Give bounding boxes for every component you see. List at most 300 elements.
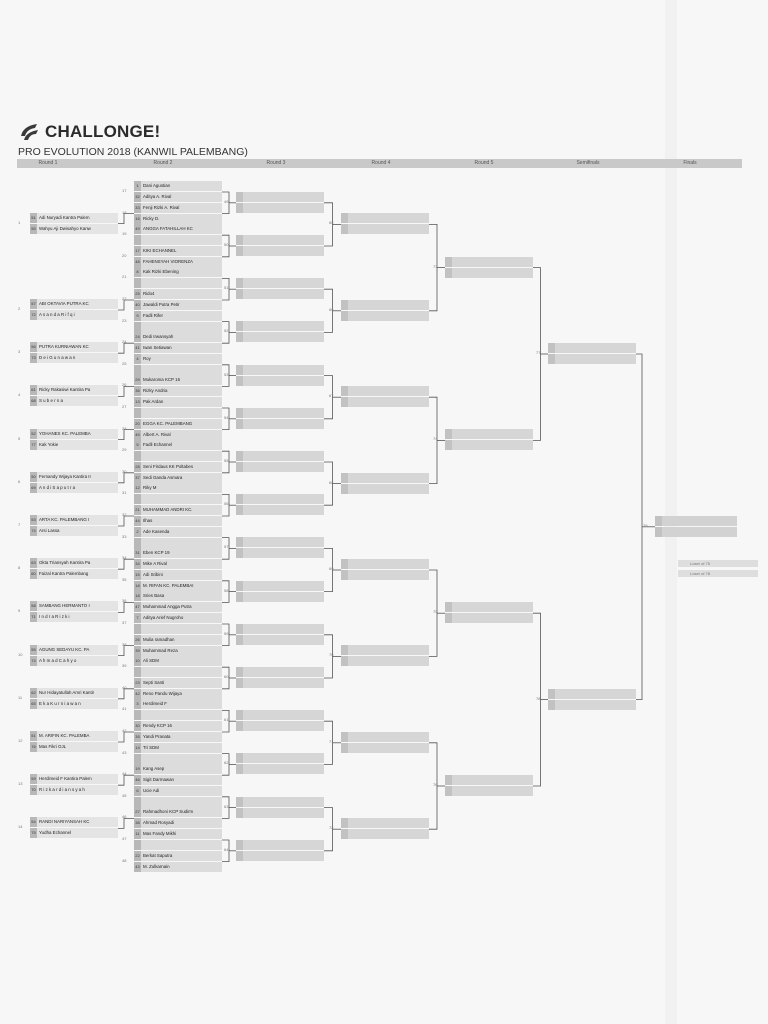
match[interactable] [18, 817, 118, 839]
participant-name: Mas Fandy Mikhi [143, 831, 177, 836]
participant-name: FAHENSYAH VIORENZA [143, 258, 193, 264]
participant-slot[interactable] [134, 300, 222, 310]
seed-badge [134, 365, 141, 375]
participant-name: Eben KCP 19 [143, 550, 170, 556]
seed-badge: 20 [134, 419, 141, 429]
participant-slot[interactable] [134, 419, 222, 429]
participant-slot[interactable] [341, 386, 429, 396]
participant-slot[interactable] [134, 754, 222, 764]
match[interactable] [122, 527, 222, 549]
seed-badge: 44 [134, 516, 141, 526]
participant-slot[interactable] [134, 224, 222, 234]
participant-slot[interactable] [30, 342, 118, 352]
participant-slot[interactable] [134, 343, 222, 353]
match[interactable] [224, 278, 324, 300]
participant-slot[interactable] [30, 699, 118, 709]
participant-slot[interactable] [134, 311, 222, 321]
match-number: 38 [122, 641, 127, 647]
match[interactable] [122, 375, 222, 397]
participant-slot[interactable] [236, 678, 324, 688]
participant-slot[interactable] [341, 743, 429, 753]
match[interactable] [122, 635, 222, 657]
participant-slot[interactable] [341, 224, 429, 234]
participant-slot[interactable] [134, 807, 222, 817]
match[interactable] [18, 731, 118, 753]
participant-slot[interactable] [134, 257, 222, 267]
seed-badge [445, 602, 452, 612]
match[interactable] [122, 548, 222, 570]
participant-slot[interactable] [236, 365, 324, 375]
seed-badge: 72 [30, 310, 37, 320]
participant-slot[interactable] [134, 678, 222, 688]
participant-slot[interactable] [236, 753, 324, 763]
match[interactable] [122, 332, 222, 354]
participant-name: AGUNG SEDAYU KC. PA [39, 646, 90, 652]
round-header-7: Finals [683, 160, 697, 166]
match[interactable] [122, 764, 222, 786]
participant-slot[interactable] [30, 774, 118, 784]
seed-badge: 32 [134, 192, 141, 202]
match[interactable] [122, 440, 222, 462]
match[interactable] [122, 721, 222, 743]
participant-slot[interactable] [30, 731, 118, 741]
match[interactable] [18, 213, 118, 235]
participant-slot[interactable] [30, 515, 118, 525]
participant-slot[interactable] [134, 732, 222, 742]
match[interactable] [122, 224, 222, 246]
seed-badge [236, 462, 243, 472]
participant-slot[interactable] [445, 440, 533, 450]
match[interactable] [122, 505, 222, 527]
participant-slot[interactable] [134, 430, 222, 440]
participant-slot[interactable] [236, 203, 324, 213]
seed-badge [236, 278, 243, 288]
participant-slot[interactable] [134, 505, 222, 515]
participant-name: Herdimeid F Kantira Palem [39, 776, 92, 782]
match[interactable] [18, 645, 118, 667]
match[interactable] [122, 570, 222, 592]
participant-slot[interactable] [134, 462, 222, 472]
seed-badge: 74 [30, 526, 37, 536]
participant-name: Septi Santi [143, 679, 165, 685]
match-number: 78 [536, 695, 541, 701]
bracket-connector [118, 775, 134, 785]
participant-slot[interactable] [134, 656, 222, 666]
match[interactable] [329, 386, 429, 408]
participant-slot[interactable] [236, 494, 324, 504]
match[interactable] [329, 473, 429, 495]
participant-slot[interactable] [134, 375, 222, 385]
participant-slot[interactable] [30, 440, 118, 450]
match[interactable] [122, 397, 222, 419]
participant-slot[interactable] [134, 743, 222, 753]
brand-title: CHALLONGE! [45, 122, 161, 141]
participant-slot[interactable] [236, 246, 324, 256]
match[interactable] [122, 289, 222, 311]
match[interactable] [433, 602, 533, 624]
participant-slot[interactable] [30, 299, 118, 309]
seed-badge [548, 689, 555, 699]
seed-badge: 50 [30, 472, 37, 482]
participant-slot[interactable] [341, 484, 429, 494]
participant-slot[interactable] [134, 591, 222, 601]
participant-slot[interactable] [134, 332, 222, 342]
participant-slot[interactable] [548, 343, 636, 353]
participant-name: Riky M [143, 485, 157, 491]
final-match[interactable] [643, 516, 743, 538]
match[interactable] [536, 343, 636, 365]
participant-slot[interactable] [134, 829, 222, 839]
match[interactable] [18, 558, 118, 580]
match[interactable] [224, 537, 324, 559]
match[interactable] [329, 645, 429, 667]
participant-name: M. RIFAN KC. PALEMBAI [143, 582, 194, 588]
participant-slot[interactable] [134, 764, 222, 774]
participant-slot[interactable] [236, 851, 324, 861]
participant-slot[interactable] [341, 473, 429, 483]
participant-slot[interactable] [30, 396, 118, 406]
match[interactable] [329, 818, 429, 840]
participant-slot[interactable] [134, 851, 222, 861]
participant-slot[interactable] [134, 289, 222, 299]
participant-slot[interactable] [236, 537, 324, 547]
participant-slot[interactable] [134, 581, 222, 591]
participant-slot[interactable] [134, 181, 222, 191]
participant-slot[interactable] [134, 246, 222, 256]
participant-slot[interactable] [30, 569, 118, 579]
match-number: 64 [224, 846, 229, 852]
participant-slot[interactable] [236, 721, 324, 731]
participant-name: YOHANES KC. PALEMBA [39, 430, 91, 436]
match[interactable] [122, 354, 222, 376]
bracket-connector [118, 818, 134, 828]
participant-slot[interactable] [445, 429, 533, 439]
participant-slot[interactable] [134, 278, 222, 288]
match[interactable] [18, 774, 118, 796]
participant-slot[interactable] [134, 548, 222, 558]
seed-badge: 39 [134, 646, 141, 656]
match[interactable] [536, 689, 636, 711]
match[interactable] [122, 656, 222, 678]
bracket-connector [118, 473, 134, 483]
match[interactable] [18, 299, 118, 321]
seed-badge [236, 635, 243, 645]
participant-slot[interactable] [134, 624, 222, 634]
participant-slot[interactable] [30, 612, 118, 622]
participant-slot[interactable] [30, 526, 118, 536]
participant-slot[interactable] [134, 862, 222, 872]
match[interactable] [224, 624, 324, 646]
participant-slot[interactable] [134, 689, 222, 699]
match[interactable] [329, 732, 429, 754]
match[interactable] [122, 743, 222, 765]
seed-badge: 55 [30, 645, 37, 655]
seed-badge: 60 [30, 569, 37, 579]
match-number: 53 [224, 371, 229, 377]
participant-slot[interactable] [30, 601, 118, 611]
participant-name: ARTA KC. PALEMBANG I [39, 517, 90, 522]
participant-slot[interactable] [236, 321, 324, 331]
match[interactable] [329, 213, 429, 235]
participant-slot[interactable] [134, 494, 222, 504]
participant-slot[interactable] [134, 818, 222, 828]
participant-slot[interactable] [30, 224, 118, 234]
participant-name: Ali SDM [143, 658, 159, 664]
match-number: 19 [122, 231, 127, 237]
participant-name: ABI OKTAVIA PUTRA KC [39, 301, 89, 306]
participant-slot[interactable] [445, 602, 533, 612]
match-number: 59 [224, 630, 229, 636]
participant-slot[interactable] [30, 688, 118, 698]
participant-slot[interactable] [236, 462, 324, 472]
match[interactable] [122, 699, 222, 721]
participant-slot[interactable] [134, 473, 222, 483]
participant-slot[interactable] [236, 376, 324, 386]
participant-slot[interactable] [134, 192, 222, 202]
participant-slot[interactable] [30, 429, 118, 439]
match[interactable] [122, 807, 222, 829]
participant-slot[interactable] [236, 581, 324, 591]
match[interactable] [224, 667, 324, 689]
match-number: 67 [329, 393, 334, 399]
match[interactable] [224, 235, 324, 257]
participant-slot[interactable] [236, 505, 324, 515]
participant-slot[interactable] [134, 483, 222, 493]
participant-slot[interactable] [134, 646, 222, 656]
participant-slot[interactable] [548, 354, 636, 364]
participant-slot[interactable] [30, 385, 118, 395]
match-number: 31 [122, 490, 127, 496]
participant-slot[interactable] [236, 840, 324, 850]
participant-slot[interactable] [30, 558, 118, 568]
match[interactable] [329, 559, 429, 581]
match[interactable] [122, 851, 222, 873]
participant-slot[interactable] [341, 829, 429, 839]
seed-badge: 15 [134, 570, 141, 580]
participant-slot[interactable] [134, 267, 222, 277]
participant-slot[interactable] [341, 559, 429, 569]
participant-slot[interactable] [236, 624, 324, 634]
participant-slot[interactable] [236, 764, 324, 774]
participant-slot[interactable] [30, 645, 118, 655]
participant-slot[interactable] [236, 667, 324, 677]
participant-slot[interactable] [236, 419, 324, 429]
participant-slot[interactable] [134, 699, 222, 709]
match[interactable] [224, 365, 324, 387]
participant-slot[interactable] [341, 213, 429, 223]
participant-slot[interactable] [341, 818, 429, 828]
participant-slot[interactable] [134, 451, 222, 461]
match[interactable] [18, 472, 118, 494]
seed-badge [236, 494, 243, 504]
match-number: 47 [122, 836, 127, 841]
participant-slot[interactable] [548, 700, 636, 710]
match[interactable] [18, 601, 118, 623]
participant-slot[interactable] [236, 797, 324, 807]
participant-slot[interactable] [134, 786, 222, 796]
participant-slot[interactable] [134, 570, 222, 580]
match[interactable] [224, 451, 324, 473]
seed-badge: 31 [134, 548, 141, 558]
participant-slot[interactable] [134, 840, 222, 850]
seed-badge [134, 322, 141, 332]
participant-slot[interactable] [134, 775, 222, 785]
participant-slot[interactable] [445, 613, 533, 623]
participant-slot[interactable] [30, 828, 118, 838]
participant-slot[interactable] [134, 797, 222, 807]
participant-name: M. ARIFIN KC. PALEMBA [39, 733, 90, 738]
participant-slot[interactable] [30, 213, 118, 223]
seed-badge [236, 678, 243, 688]
seed-badge: 2 [134, 527, 141, 537]
participant-slot[interactable] [134, 322, 222, 332]
participant-name: Ilhas [143, 518, 153, 523]
match[interactable] [224, 797, 324, 819]
match-number: 71 [329, 738, 334, 744]
match[interactable] [433, 257, 533, 279]
seed-badge [341, 484, 348, 494]
participant-slot[interactable] [236, 289, 324, 299]
participant-slot[interactable] [30, 310, 118, 320]
participant-slot[interactable] [134, 721, 222, 731]
match[interactable] [122, 462, 222, 484]
participant-slot[interactable] [134, 203, 222, 213]
match[interactable] [122, 591, 222, 613]
participant-slot[interactable] [341, 311, 429, 321]
participant-slot[interactable] [236, 592, 324, 602]
participant-slot[interactable] [30, 742, 118, 752]
match[interactable] [224, 192, 324, 214]
participant-slot[interactable] [30, 656, 118, 666]
match[interactable] [122, 829, 222, 851]
match-number: 73 [433, 263, 438, 269]
match[interactable] [18, 515, 118, 537]
match[interactable] [433, 775, 533, 797]
match[interactable] [122, 203, 222, 225]
participant-slot[interactable] [341, 570, 429, 580]
match[interactable] [224, 753, 324, 775]
participant-slot[interactable] [341, 397, 429, 407]
match[interactable] [122, 786, 222, 808]
match[interactable] [122, 483, 222, 505]
seed-badge [236, 376, 243, 386]
participant-slot[interactable] [236, 332, 324, 342]
participant-slot[interactable] [134, 667, 222, 677]
seed-badge [341, 559, 348, 569]
match-number: 57 [224, 544, 229, 550]
participant-slot[interactable] [236, 278, 324, 288]
participant-name: EGGA KC. PALEMBANG [143, 420, 193, 426]
participant-slot[interactable] [445, 268, 533, 278]
match[interactable] [224, 710, 324, 732]
participant-slot[interactable] [30, 353, 118, 363]
participant-slot[interactable] [548, 689, 636, 699]
match[interactable] [18, 429, 118, 451]
seed-badge: 43 [134, 862, 141, 872]
match[interactable] [18, 385, 118, 407]
seed-badge [655, 516, 662, 526]
participant-slot[interactable] [445, 786, 533, 796]
participant-slot[interactable] [134, 354, 222, 364]
match[interactable] [224, 840, 324, 862]
match[interactable] [122, 678, 222, 700]
participant-slot[interactable] [341, 732, 429, 742]
participant-slot[interactable] [341, 300, 429, 310]
participant-slot[interactable] [30, 817, 118, 827]
match[interactable] [224, 494, 324, 516]
seed-badge [134, 494, 141, 504]
participant-slot[interactable] [30, 483, 118, 493]
participant-slot[interactable] [445, 257, 533, 267]
participant-slot[interactable] [236, 808, 324, 818]
participant-name: Kang Asep [143, 766, 165, 772]
participant-slot[interactable] [341, 656, 429, 666]
match[interactable] [224, 581, 324, 603]
match[interactable] [224, 321, 324, 343]
participant-slot[interactable] [236, 635, 324, 645]
participant-slot[interactable] [655, 516, 737, 526]
participant-slot[interactable] [134, 440, 222, 450]
seed-badge [236, 624, 243, 634]
match[interactable] [122, 311, 222, 333]
participant-slot[interactable] [341, 645, 429, 655]
participant-slot[interactable] [134, 365, 222, 375]
participant-slot[interactable] [134, 516, 222, 526]
participant-slot[interactable] [236, 451, 324, 461]
match[interactable] [122, 267, 222, 289]
participant-slot[interactable] [236, 192, 324, 202]
match-number: 8 [18, 565, 21, 571]
participant-slot[interactable] [134, 602, 222, 612]
match[interactable] [329, 300, 429, 322]
participant-slot[interactable] [30, 785, 118, 795]
seed-badge [236, 721, 243, 731]
participant-slot[interactable] [134, 613, 222, 623]
participant-name: Pak Ardan [143, 399, 164, 404]
participant-slot[interactable] [134, 635, 222, 645]
participant-slot[interactable] [236, 710, 324, 720]
seed-badge: 62 [30, 688, 37, 698]
match-number: 7 [18, 522, 21, 527]
participant-slot[interactable] [134, 408, 222, 418]
match[interactable] [122, 246, 222, 268]
match[interactable] [224, 408, 324, 430]
seed-badge [236, 203, 243, 213]
match[interactable] [122, 613, 222, 635]
participant-slot[interactable] [134, 710, 222, 720]
participant-slot[interactable] [134, 397, 222, 407]
participant-slot[interactable] [236, 235, 324, 245]
match[interactable] [18, 688, 118, 710]
participant-slot[interactable] [134, 559, 222, 569]
participant-slot[interactable] [134, 214, 222, 224]
seed-badge [341, 224, 348, 234]
participant-slot[interactable] [236, 408, 324, 418]
participant-slot[interactable] [445, 775, 533, 785]
seed-badge: 45 [134, 430, 141, 440]
participant-slot[interactable] [30, 472, 118, 482]
participant-slot[interactable] [655, 527, 737, 537]
participant-slot[interactable] [236, 548, 324, 558]
match[interactable] [18, 342, 118, 364]
participant-slot[interactable] [134, 527, 222, 537]
participant-slot[interactable] [134, 235, 222, 245]
match[interactable] [433, 429, 533, 451]
participant-slot[interactable] [134, 386, 222, 396]
match[interactable] [122, 419, 222, 441]
participant-slot[interactable] [134, 538, 222, 548]
match[interactable] [122, 181, 222, 203]
